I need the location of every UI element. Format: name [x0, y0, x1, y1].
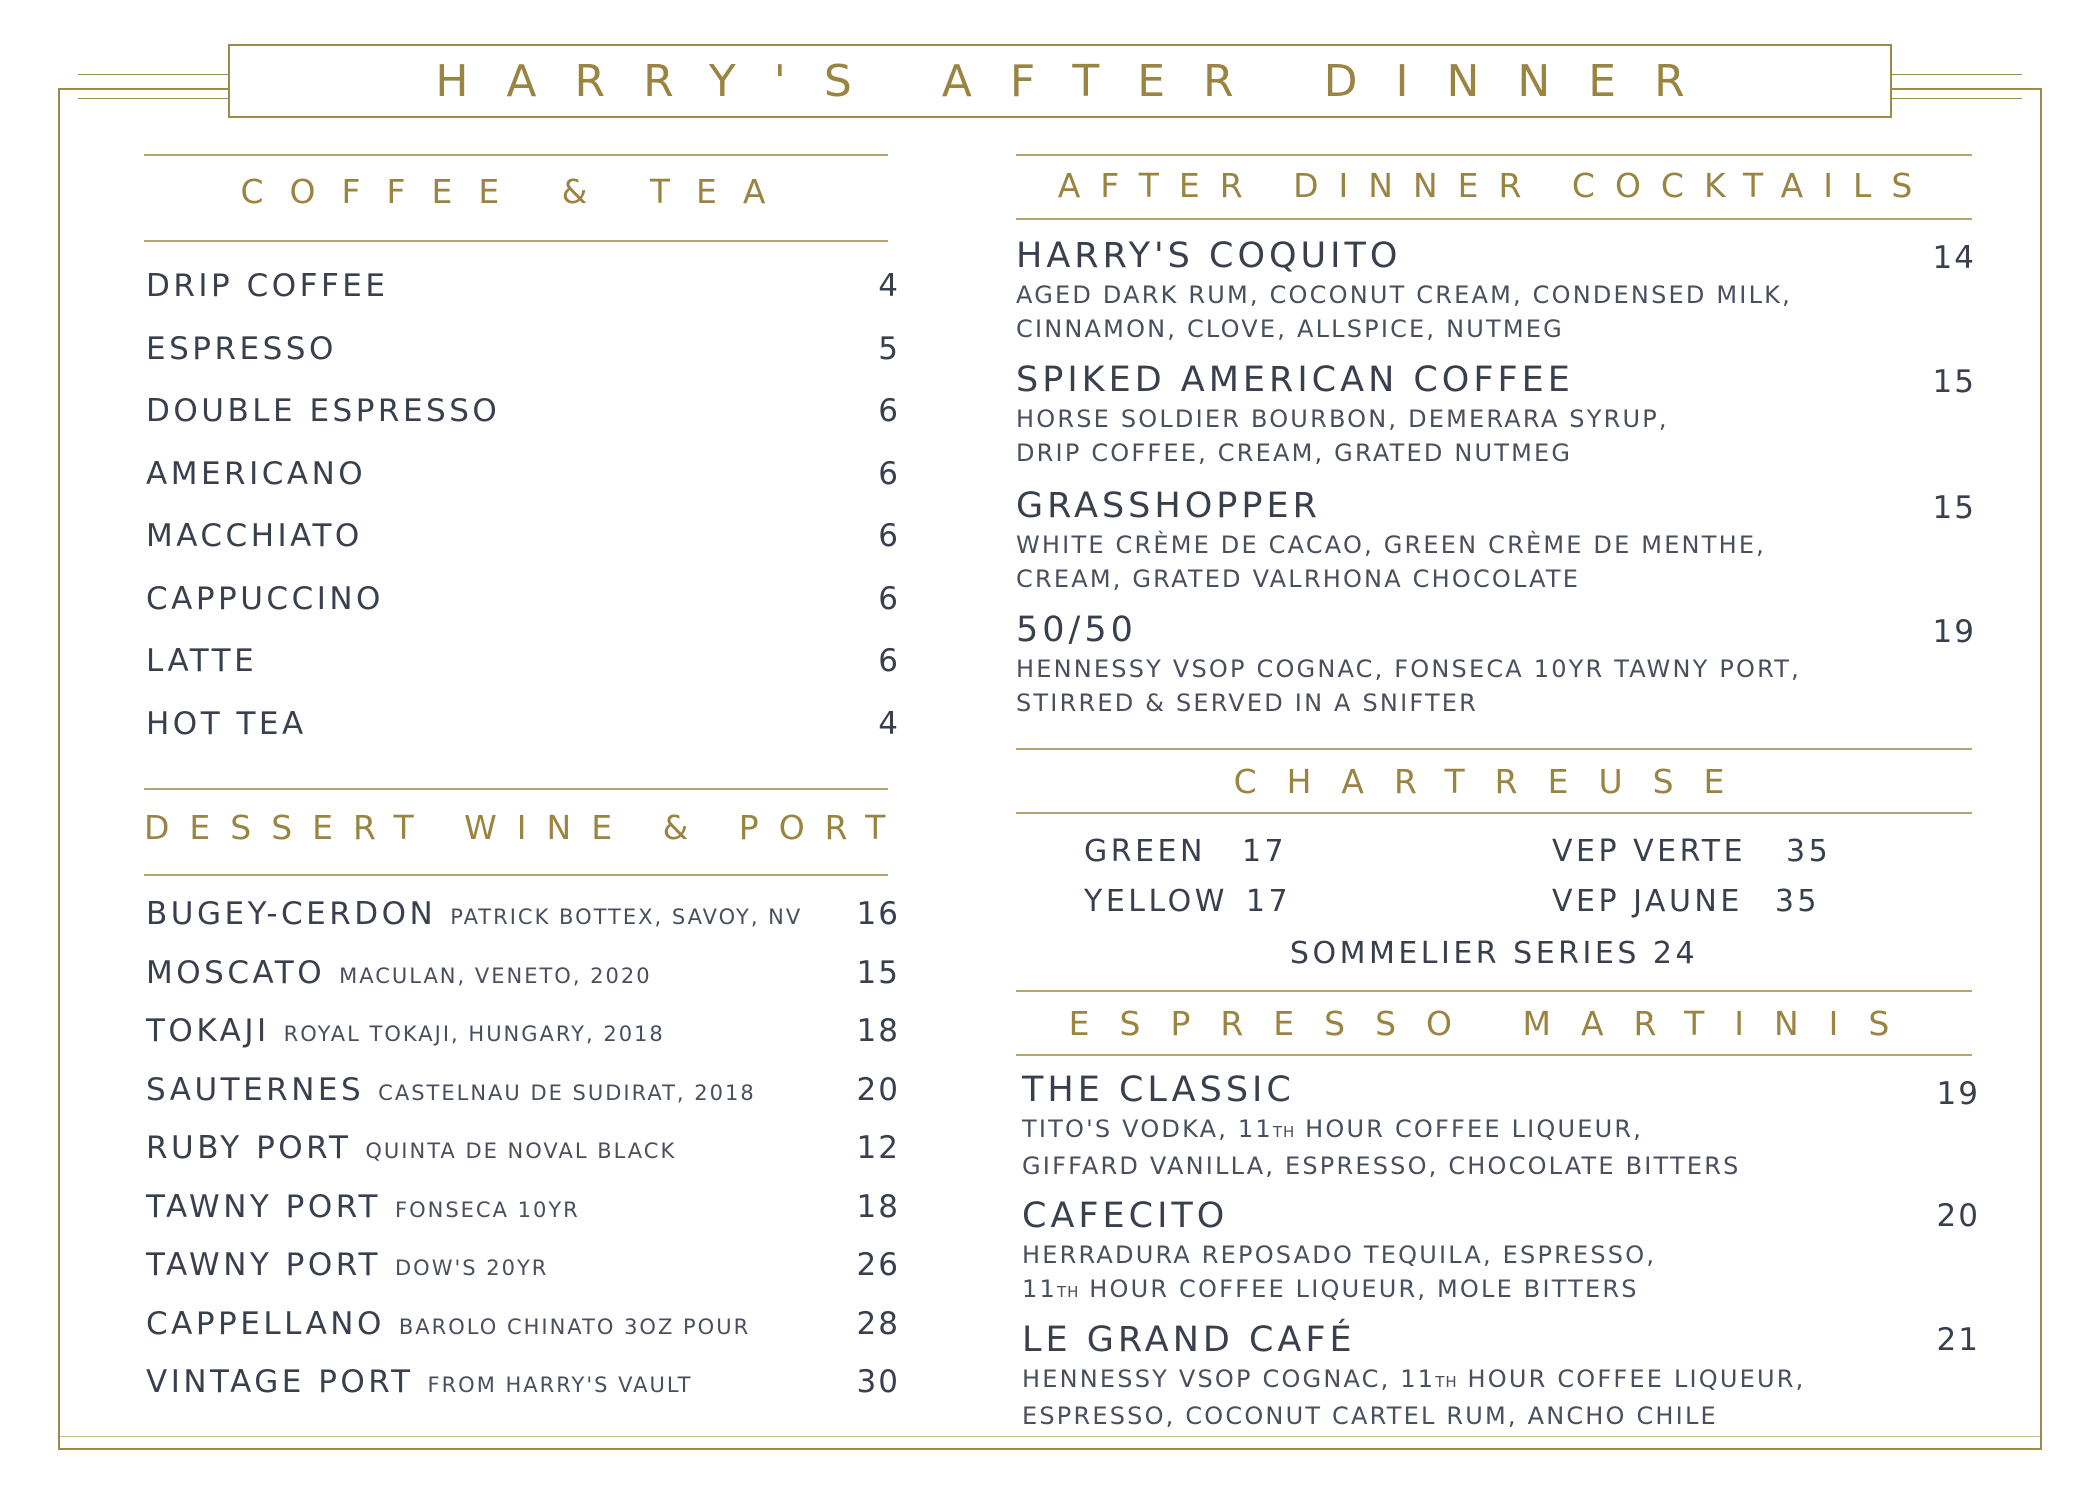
- chartreuse-vep-verte-price: 35: [1786, 834, 1832, 869]
- chartreuse-vep-jaune-label: VEP JAUNE: [1552, 884, 1743, 919]
- martini-price: 19: [1936, 1076, 1980, 1112]
- frame-top-left: [58, 88, 228, 90]
- divider: [144, 240, 888, 242]
- wine-item-detail: DOW'S 20YR: [395, 1256, 549, 1280]
- chartreuse-vep-jaune: [1552, 884, 1820, 919]
- wine-item-name: VINTAGE PORT: [146, 1364, 414, 1400]
- cocktail-desc-line1: WHITE CRÈME DE CACAO, GREEN CRÈME DE MENTHE,: [1016, 531, 1767, 559]
- wine-item-price: 18: [856, 1013, 900, 1049]
- frame-bottom: [58, 1448, 2042, 1450]
- martini-desc-part: HOUR COFFEE LIQUEUR, MOLE BITTERS: [1079, 1275, 1639, 1303]
- cocktail-name: SPIKED AMERICAN COFFEE: [1016, 360, 1574, 400]
- martini-name: CAFECITO: [1022, 1196, 1229, 1236]
- wine-item: [146, 896, 802, 932]
- coffee-item-name: MACCHIATO: [146, 518, 363, 554]
- divider: [1016, 748, 1972, 750]
- chartreuse-vep-jaune-price: 35: [1774, 884, 1820, 919]
- wine-item-detail: MACULAN, VENETO, 2020: [339, 963, 652, 988]
- chartreuse-yellow-label: YELLOW: [1084, 884, 1228, 919]
- wine-item-name: MOSCATO: [146, 954, 326, 991]
- wine-item-name: BUGEY-CERDON: [146, 896, 437, 932]
- coffee-item-name: HOT TEA: [146, 705, 307, 742]
- coffee-item-name: DOUBLE ESPRESSO: [146, 393, 501, 429]
- cocktail-name: 50/50: [1016, 610, 1137, 650]
- coffee-item-name: ESPRESSO: [146, 330, 337, 367]
- divider: [1016, 1054, 1972, 1056]
- chartreuse-green: [1084, 834, 1287, 869]
- wine-item-detail: QUINTA DE NOVAL BLACK: [365, 1139, 677, 1163]
- wine-item-price: 26: [856, 1247, 900, 1283]
- coffee-item-name: AMERICANO: [146, 455, 367, 492]
- cocktail-desc-line1: HORSE SOLDIER BOURBON, DEMERARA SYRUP,: [1016, 405, 1669, 433]
- chartreuse-yellow: [1084, 884, 1291, 919]
- frame-top-right: [1892, 88, 2042, 90]
- martini-desc-part: 11: [1022, 1275, 1057, 1303]
- martini-price: 21: [1936, 1322, 1980, 1358]
- frame-top-right-3: [1892, 98, 2022, 99]
- wine-item-price: 15: [856, 954, 900, 991]
- wine-item: [146, 1189, 580, 1225]
- wine-item-name: SAUTERNES: [146, 1071, 365, 1108]
- frame-top-right-2: [1892, 74, 2022, 75]
- divider: [1016, 218, 1972, 220]
- divider: [1016, 990, 1972, 992]
- dessert-wine-heading: DESSERT WINE & PORT: [144, 808, 906, 847]
- cocktail-desc-line1: HENNESSY VSOP COGNAC, FONSECA 10YR TAWNY PORT,: [1016, 655, 1801, 683]
- martini-desc-part: TITO'S VODKA, 11: [1022, 1115, 1273, 1143]
- cocktail-desc: [1016, 652, 1801, 720]
- cocktail-price: 15: [1932, 364, 1976, 400]
- coffee-item-price: 6: [878, 455, 900, 492]
- coffee-item-price: 6: [878, 518, 900, 554]
- coffee-item-price: 5: [878, 330, 900, 367]
- martini-desc-line1: HERRADURA REPOSADO TEQUILA, ESPRESSO,: [1022, 1241, 1657, 1269]
- chartreuse-yellow-price: 17: [1245, 884, 1292, 919]
- wine-item: [146, 955, 652, 991]
- coffee-item-name: CAPPUCCINO: [146, 580, 384, 617]
- wine-item-detail: CASTELNAU DE SUDIRAT, 2018: [378, 1080, 756, 1105]
- coffee-item-name: LATTE: [146, 643, 258, 679]
- cocktail-desc-line2: CREAM, GRATED VALRHONA CHOCOLATE: [1016, 565, 1581, 593]
- coffee-item-price: 6: [878, 643, 900, 679]
- wine-item: [146, 1364, 693, 1400]
- wine-item-price: 18: [856, 1188, 900, 1225]
- wine-item-detail: FROM HARRY'S VAULT: [427, 1373, 693, 1397]
- martini-name: THE CLASSIC: [1022, 1070, 1295, 1110]
- divider: [144, 154, 888, 156]
- frame-bottom-inner: [58, 1436, 2042, 1437]
- martini-desc-th: TH: [1435, 1373, 1458, 1391]
- wine-item-name: RUBY PORT: [146, 1130, 352, 1166]
- frame-top-left-2: [78, 74, 228, 75]
- menu-title: HARRY'S AFTER DINNER: [435, 55, 1723, 107]
- chartreuse-green-price: 17: [1241, 834, 1288, 869]
- divider: [1016, 812, 1972, 814]
- espresso-martinis-heading: ESPRESSO MARTINIS: [1068, 1004, 1920, 1043]
- martini-desc-part: HOUR COFFEE LIQUEUR,: [1457, 1365, 1806, 1393]
- wine-item-price: 30: [856, 1364, 900, 1400]
- coffee-item-name: DRIP COFFEE: [146, 268, 389, 304]
- cocktail-desc-line2: DRIP COFFEE, CREAM, GRATED NUTMEG: [1016, 439, 1573, 467]
- martini-desc-part: HOUR COFFEE LIQUEUR,: [1295, 1115, 1644, 1143]
- wine-item: [146, 1247, 548, 1283]
- coffee-item-price: 6: [878, 393, 900, 429]
- coffee-item-price: 6: [878, 580, 900, 617]
- cocktail-desc-line2: CINNAMON, CLOVE, ALLSPICE, NUTMEG: [1016, 315, 1564, 343]
- wine-item-detail: FONSECA 10YR: [395, 1197, 580, 1222]
- frame-right: [2040, 88, 2042, 1448]
- cocktail-desc: [1016, 528, 1766, 596]
- chartreuse-vep-verte: [1552, 834, 1831, 869]
- martini-desc: [1022, 1238, 1656, 1309]
- wine-item-detail: BAROLO CHINATO 3OZ POUR: [398, 1314, 751, 1339]
- wine-item-detail: PATRICK BOTTEX, SAVOY, NV: [450, 905, 803, 929]
- wine-item-price: 28: [856, 1305, 900, 1342]
- frame-top-left-3: [78, 98, 228, 99]
- chartreuse-sommelier: SOMMELIER SERIES 24: [1289, 936, 1699, 971]
- martini-desc-part: HENNESSY VSOP COGNAC, 11: [1022, 1365, 1436, 1393]
- wine-item-name: TAWNY PORT: [146, 1247, 381, 1283]
- cocktail-name: HARRY'S COQUITO: [1016, 236, 1402, 276]
- martini-desc-th: TH: [1056, 1283, 1080, 1301]
- coffee-item-price: 4: [878, 268, 900, 304]
- wine-item-detail: ROYAL TOKAJI, HUNGARY, 2018: [283, 1022, 665, 1046]
- divider: [1016, 154, 1972, 156]
- chartreuse-heading: CHARTREUSE: [1233, 762, 1755, 801]
- martini-desc: [1022, 1112, 1741, 1183]
- martini-desc-line2: GIFFARD VANILLA, ESPRESSO, CHOCOLATE BITTERS: [1022, 1152, 1741, 1180]
- cocktail-desc: [1016, 278, 1792, 346]
- cocktail-price: 15: [1932, 490, 1976, 526]
- coffee-tea-heading: COFFEE & TEA: [240, 172, 792, 211]
- wine-item-name: TAWNY PORT: [146, 1188, 381, 1225]
- martini-name: LE GRAND CAFÉ: [1022, 1320, 1356, 1360]
- wine-item-name: TOKAJI: [146, 1013, 270, 1049]
- cocktail-name: GRASSHOPPER: [1016, 486, 1321, 526]
- cocktail-price: 14: [1932, 240, 1976, 276]
- coffee-item-price: 4: [878, 705, 900, 742]
- wine-item-price: 16: [856, 896, 900, 932]
- cocktail-desc: [1016, 402, 1669, 470]
- wine-item: [146, 1013, 665, 1049]
- wine-item: [146, 1072, 756, 1108]
- frame-left: [58, 88, 60, 1448]
- cocktail-price: 19: [1932, 614, 1976, 650]
- wine-item: [146, 1306, 750, 1342]
- martini-desc-th: TH: [1272, 1123, 1296, 1141]
- martini-price: 20: [1936, 1198, 1980, 1234]
- divider: [144, 874, 888, 876]
- divider: [144, 788, 888, 790]
- martini-desc-line2: ESPRESSO, COCONUT CARTEL RUM, ANCHO CHILE: [1022, 1402, 1718, 1430]
- cocktail-desc-line1: AGED DARK RUM, COCONUT CREAM, CONDENSED MILK,: [1016, 281, 1792, 309]
- martini-desc: [1022, 1362, 1805, 1433]
- wine-item-price: 12: [856, 1130, 900, 1166]
- cocktails-heading: AFTER DINNER COCKTAILS: [1057, 166, 1933, 205]
- menu-title-box: [228, 44, 1892, 118]
- wine-item: [146, 1130, 676, 1166]
- chartreuse-vep-verte-label: VEP VERTE: [1552, 834, 1747, 869]
- cocktail-desc-line2: STIRRED & SERVED IN A SNIFTER: [1016, 689, 1479, 717]
- wine-item-price: 20: [856, 1071, 900, 1108]
- chartreuse-green-label: GREEN: [1084, 834, 1206, 869]
- wine-item-name: CAPPELLANO: [146, 1305, 385, 1342]
